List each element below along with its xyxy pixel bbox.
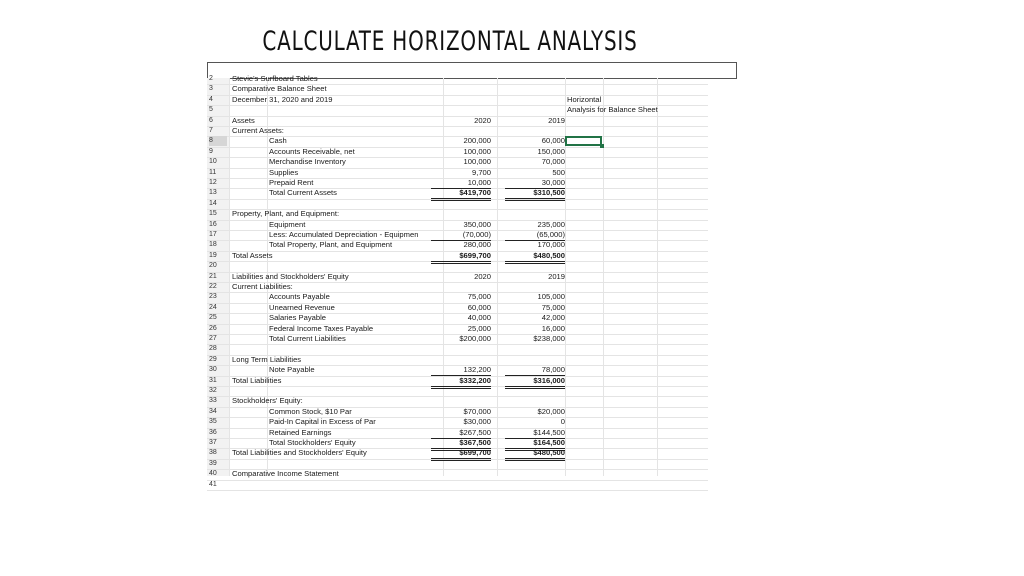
item-cell[interactable]: Salaries Payable [269, 313, 326, 323]
value-2019-cell[interactable]: $480,500 [505, 251, 565, 264]
row-number[interactable]: 4 [209, 95, 213, 103]
item-cell[interactable]: Accounts Receivable, net [269, 146, 355, 156]
value-2019-cell[interactable]: 170,000 [537, 240, 565, 250]
item-cell[interactable]: Unearned Revenue [269, 302, 335, 312]
item-cell[interactable]: Supplies [269, 167, 299, 177]
label-cell[interactable]: Current Liabilities: [232, 282, 293, 291]
label-cell[interactable]: Total Liabilities and Stockholders' Equity [232, 448, 367, 458]
label-cell[interactable]: Total Assets [232, 250, 273, 260]
item-cell[interactable]: Total Current Assets [269, 188, 337, 198]
value-2019-cell[interactable]: (65,000) [505, 230, 565, 241]
value-2020-cell[interactable]: $367,500 [431, 438, 491, 451]
row-number[interactable]: 28 [209, 345, 217, 353]
value-2020-cell[interactable]: 200,000 [463, 136, 491, 146]
horizontal-analysis-header: Analysis for Balance Sheet [567, 105, 658, 115]
value-2020-cell[interactable]: 60,000 [467, 302, 491, 312]
value-2020-cell[interactable]: $699,700 [431, 251, 491, 264]
row-number[interactable]: 35 [209, 418, 217, 426]
selected-cell[interactable] [565, 136, 602, 146]
value-2020-cell[interactable]: 40,000 [467, 313, 491, 323]
value-2020-cell[interactable]: 280,000 [463, 240, 491, 250]
value-2019-cell[interactable]: 2019 [548, 271, 565, 281]
value-2019-cell[interactable]: $164,500 [505, 438, 565, 451]
row-number[interactable]: 2 [209, 75, 213, 82]
value-2019-cell[interactable]: 500 [552, 167, 565, 177]
value-2019-cell[interactable]: $238,000 [533, 334, 565, 343]
table-row [207, 480, 708, 491]
row-number[interactable]: 22 [209, 283, 217, 290]
row-number[interactable]: 37 [209, 439, 217, 446]
value-2019-cell[interactable]: 150,000 [537, 146, 565, 156]
value-2020-cell[interactable]: 10,000 [431, 178, 491, 189]
item-cell[interactable]: Paid-In Capital in Excess of Par [269, 417, 376, 427]
label-cell[interactable]: December 31, 2020 and 2019 [232, 94, 333, 104]
row-number[interactable]: 36 [209, 428, 217, 436]
row-number[interactable]: 29 [209, 355, 217, 363]
value-2019-cell[interactable]: $20,000 [537, 406, 565, 416]
value-2020-cell[interactable]: $699,700 [431, 448, 491, 461]
row-number[interactable]: 39 [209, 459, 217, 467]
value-2020-cell[interactable]: $70,000 [463, 406, 491, 416]
row-number[interactable]: 15 [209, 210, 217, 218]
value-2019-cell[interactable]: 42,000 [541, 313, 565, 323]
value-2019-cell[interactable]: 75,000 [541, 302, 565, 312]
row-number[interactable]: 12 [209, 179, 217, 186]
item-cell[interactable]: Less: Accumulated Depreciation - Equipmen [269, 230, 419, 239]
item-cell[interactable]: Total Stockholders' Equity [269, 438, 356, 447]
value-2020-cell[interactable]: 2020 [474, 115, 491, 125]
row-number[interactable]: 18 [209, 241, 217, 249]
value-2019-cell[interactable]: $144,500 [505, 428, 565, 439]
row-number[interactable]: 32 [209, 387, 217, 394]
value-2020-cell[interactable]: 2020 [474, 271, 491, 281]
row-number[interactable]: 3 [209, 85, 213, 93]
row-number[interactable]: 13 [209, 189, 217, 197]
item-cell[interactable]: Note Payable [269, 365, 315, 375]
value-2020-cell[interactable]: $267,500 [431, 428, 491, 439]
item-cell[interactable]: Retained Earnings [269, 427, 332, 437]
value-2020-cell[interactable]: 9,700 [471, 167, 491, 177]
value-2020-cell[interactable]: $332,200 [431, 376, 491, 389]
item-cell[interactable]: Cash [269, 136, 287, 146]
item-cell[interactable]: Merchandise Inventory [269, 157, 346, 167]
item-cell[interactable]: Common Stock, $10 Par [269, 406, 352, 416]
row-number[interactable]: 25 [209, 314, 217, 322]
label-cell[interactable]: Assets [232, 115, 255, 125]
value-2019-cell[interactable]: $316,000 [505, 376, 565, 389]
value-2019-cell[interactable]: 105,000 [537, 292, 565, 302]
label-cell[interactable]: Total Liabilities [232, 375, 282, 385]
label-cell[interactable]: Stevie's Surfboard Tables [232, 74, 318, 83]
label-cell[interactable]: Comparative Income Statement [232, 469, 339, 479]
row-number[interactable]: 41 [209, 480, 217, 488]
row-number[interactable]: 16 [209, 220, 217, 228]
value-2019-cell[interactable]: $310,500 [505, 188, 565, 201]
row-number[interactable]: 5 [209, 106, 213, 114]
row-number[interactable]: 27 [209, 335, 217, 342]
horizontal-analysis-header: Horizontal [567, 94, 602, 104]
value-2020-cell[interactable]: 100,000 [463, 146, 491, 156]
item-cell[interactable]: Total Property, Plant, and Equipment [269, 240, 393, 250]
value-2019-cell[interactable]: 78,000 [505, 365, 565, 376]
label-cell[interactable]: Comparative Balance Sheet [232, 84, 327, 94]
row-number[interactable]: 17 [209, 231, 217, 238]
value-2020-cell[interactable]: 100,000 [463, 157, 491, 167]
value-2020-cell[interactable]: 25,000 [467, 323, 491, 333]
item-cell[interactable]: Federal Income Taxes Payable [269, 323, 374, 333]
value-2019-cell[interactable]: $480,500 [505, 448, 565, 461]
label-cell[interactable]: Current Assets: [232, 126, 284, 135]
value-2019-cell[interactable]: 16,000 [541, 323, 565, 333]
value-2019-cell[interactable]: 0 [560, 417, 565, 427]
row-number[interactable]: 26 [209, 324, 217, 332]
row-number[interactable]: 14 [209, 199, 217, 207]
row-number[interactable]: 24 [209, 303, 217, 311]
value-2019-cell[interactable]: 70,000 [541, 157, 565, 167]
item-cell[interactable]: Accounts Payable [269, 292, 330, 302]
row-number[interactable]: 10 [209, 158, 217, 166]
value-2020-cell[interactable]: 75,000 [467, 292, 491, 302]
row-number[interactable]: 6 [209, 116, 213, 124]
spreadsheet-grid[interactable] [207, 74, 708, 488]
value-2019-cell[interactable]: 2019 [548, 115, 565, 125]
row-number[interactable]: 7 [209, 127, 213, 134]
value-2020-cell[interactable]: $419,700 [431, 188, 491, 201]
label-cell[interactable]: Stockholders' Equity: [232, 396, 303, 406]
value-2020-cell[interactable]: $200,000 [459, 334, 491, 343]
value-2019-cell[interactable]: 235,000 [537, 219, 565, 229]
item-cell[interactable]: Equipment [269, 219, 306, 229]
value-2020-cell[interactable]: 132,200 [431, 365, 491, 376]
value-2020-cell[interactable]: $30,000 [463, 417, 491, 427]
row-number[interactable]: 31 [209, 376, 217, 384]
row-number[interactable]: 11 [209, 168, 217, 176]
row-number[interactable]: 23 [209, 293, 217, 301]
row-number[interactable]: 34 [209, 407, 217, 415]
row-number[interactable]: 20 [209, 262, 217, 270]
label-cell[interactable]: Property, Plant, and Equipment: [232, 209, 340, 219]
value-2019-cell[interactable]: 30,000 [505, 178, 565, 189]
row-number[interactable]: 38 [209, 449, 217, 457]
row-number[interactable]: 8 [209, 136, 227, 146]
item-cell[interactable]: Total Current Liabilities [269, 334, 346, 343]
row-number[interactable]: 21 [209, 272, 217, 280]
row-number[interactable]: 30 [209, 366, 217, 374]
value-2020-cell[interactable]: (70,000) [431, 230, 491, 241]
row-number[interactable]: 40 [209, 470, 217, 478]
item-cell[interactable]: Prepaid Rent [269, 178, 314, 187]
row-number[interactable]: 19 [209, 251, 217, 259]
value-2019-cell[interactable]: 60,000 [541, 136, 565, 146]
page-title: CALCULATE HORIZONTAL ANALYSIS [262, 26, 638, 57]
value-2020-cell[interactable]: 350,000 [463, 219, 491, 229]
row-number[interactable]: 9 [209, 147, 213, 155]
label-cell[interactable]: Liabilities and Stockholders' Equity [232, 271, 349, 281]
label-cell[interactable]: Long Term Liabilities [232, 354, 302, 364]
row-number[interactable]: 33 [209, 397, 217, 405]
